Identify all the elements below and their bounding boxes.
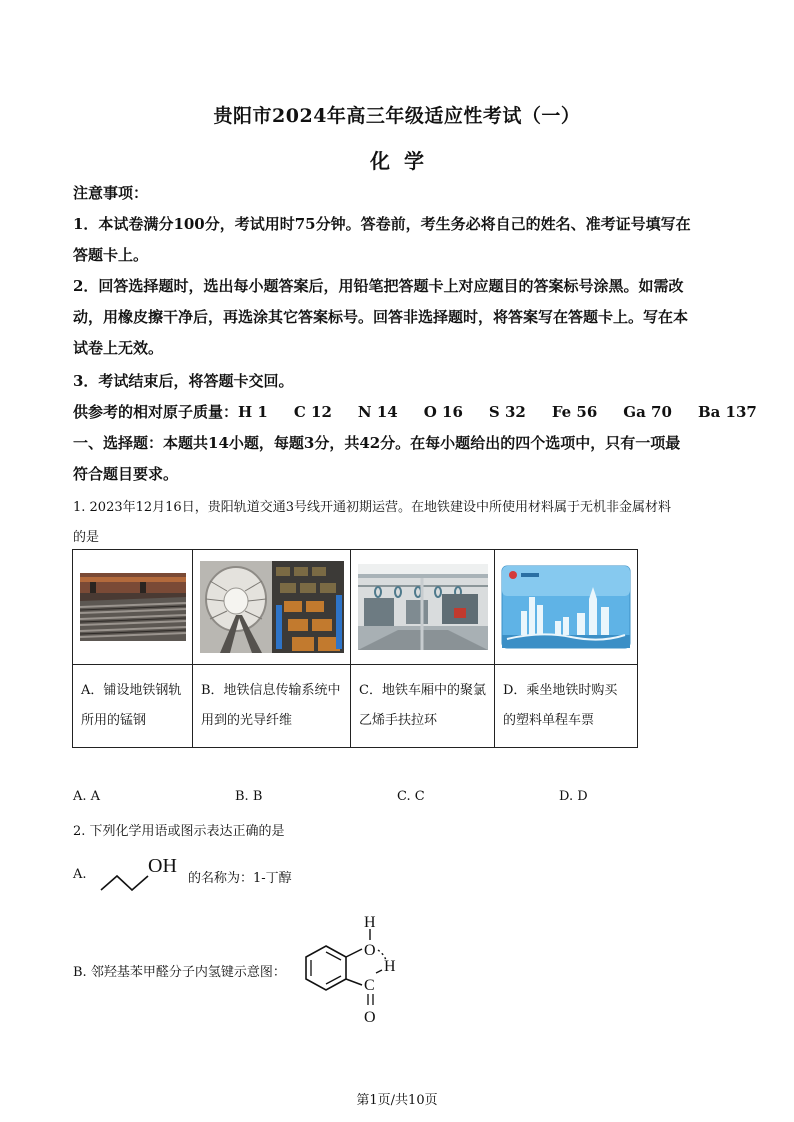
- option-d-image-cell: [495, 550, 638, 665]
- notice-item-1-line-1: 1．本试卷满分100分，考试用时75分钟。答卷前，考生务必将自己的姓名、准考证号填写在: [73, 215, 691, 233]
- carbonyl-carbon-atom: C: [364, 977, 375, 994]
- steel-rails-photo: [80, 573, 186, 641]
- hydroxyl-group-label: OH: [148, 855, 177, 877]
- q2-option-b-text: B. 邻羟基苯甲醛分子内氢键示意图：: [73, 965, 286, 980]
- atomic-mass-item: Ga 70: [623, 403, 672, 421]
- q2-option-a-suffix: 的名称为：1-丁醇: [188, 871, 292, 886]
- answer-choice-d: D. D: [559, 789, 588, 804]
- section-1-line-2: 符合题目要求。: [73, 465, 179, 483]
- option-b-label: B．地铁信息传输系统中用到的光导纤维: [193, 665, 351, 748]
- question-2-stem: 2. 下列化学用语或图示表达正确的是: [73, 824, 285, 839]
- option-a-image-cell: [73, 550, 193, 665]
- aldehyde-hydrogen-atom: H: [384, 958, 396, 975]
- option-c-image-cell: [351, 550, 495, 665]
- q2-option-a-prefix: A.: [73, 867, 87, 882]
- hydroxyl-oxygen-atom: O: [364, 942, 376, 959]
- page-footer: 第1页/共10页: [356, 1093, 438, 1108]
- subject-title: 化学: [370, 149, 438, 173]
- page-title: 贵阳市2024年高三年级适应性考试（一）: [213, 105, 581, 127]
- atomic-mass-item: Ba 137: [697, 403, 757, 421]
- butanol-skeletal-formula: [98, 852, 188, 896]
- subway-car-interior-photo: [358, 564, 488, 650]
- atomic-mass-item: S 32: [488, 403, 526, 421]
- notice-item-2-line-2: 动，用橡皮擦干净后，再选涂其它答案标号。回答非选择题时，将答案写在答题卡上。写在本: [73, 308, 689, 326]
- atomic-mass-item: N 14: [357, 403, 398, 421]
- notice-item-1-line-2: 答题卡上。: [73, 246, 149, 264]
- notice-item-3: 3．考试结束后，将答题卡交回。: [73, 372, 294, 390]
- atomic-masses: [73, 401, 783, 422]
- section-1-line-1: 一、选择题：本题共14小题，每题3分，共42分。在每小题给出的四个选项中，只有一项最: [73, 434, 681, 452]
- notice-item-2-line-1: 2．回答选择题时，选出每小题答案后，用铅笔把答题卡上对应题目的答案标号涂黑。如需改: [73, 277, 684, 295]
- atomic-mass-item: Fe 56: [551, 403, 598, 421]
- atomic-mass-item: H 1: [238, 403, 268, 421]
- subway-tunnel-photo: [200, 561, 344, 653]
- subway-ticket-card-photo: [501, 565, 631, 649]
- atomic-masses-label: 供参考的相对原子质量：: [73, 403, 239, 421]
- carbonyl-oxygen-atom: O: [364, 1009, 376, 1026]
- option-d-label: D．乘坐地铁时购买的塑料单程车票: [495, 665, 638, 748]
- answer-choice-a: A. A: [73, 789, 101, 804]
- notice-heading: 注意事项：: [73, 184, 149, 202]
- question-1-stem-line-1: 1. 2023年12月16日，贵阳轨道交通3号线开通初期运营。在地铁建设中所使用材料属于无机非金属材料: [73, 500, 671, 515]
- atomic-mass-item: O 16: [423, 403, 463, 421]
- option-c-label: C．地铁车厢中的聚氯乙烯手扶拉环: [351, 665, 495, 748]
- notice-item-2-line-3: 试卷上无效。: [73, 339, 164, 357]
- option-a-label: A．铺设地铁钢轨所用的锰钢: [73, 665, 193, 748]
- question-1-stem-line-2: 的是: [73, 530, 100, 545]
- atomic-mass-item: C 12: [293, 403, 332, 421]
- answer-choice-c: C. C: [397, 789, 425, 804]
- answer-choice-b: B. B: [235, 789, 263, 804]
- question-1-options-table: [72, 549, 638, 748]
- option-b-image-cell: [193, 550, 351, 665]
- salicylaldehyde-hydrogen-bond-diagram: [296, 910, 416, 1028]
- hydroxyl-hydrogen-atom: H: [364, 914, 376, 931]
